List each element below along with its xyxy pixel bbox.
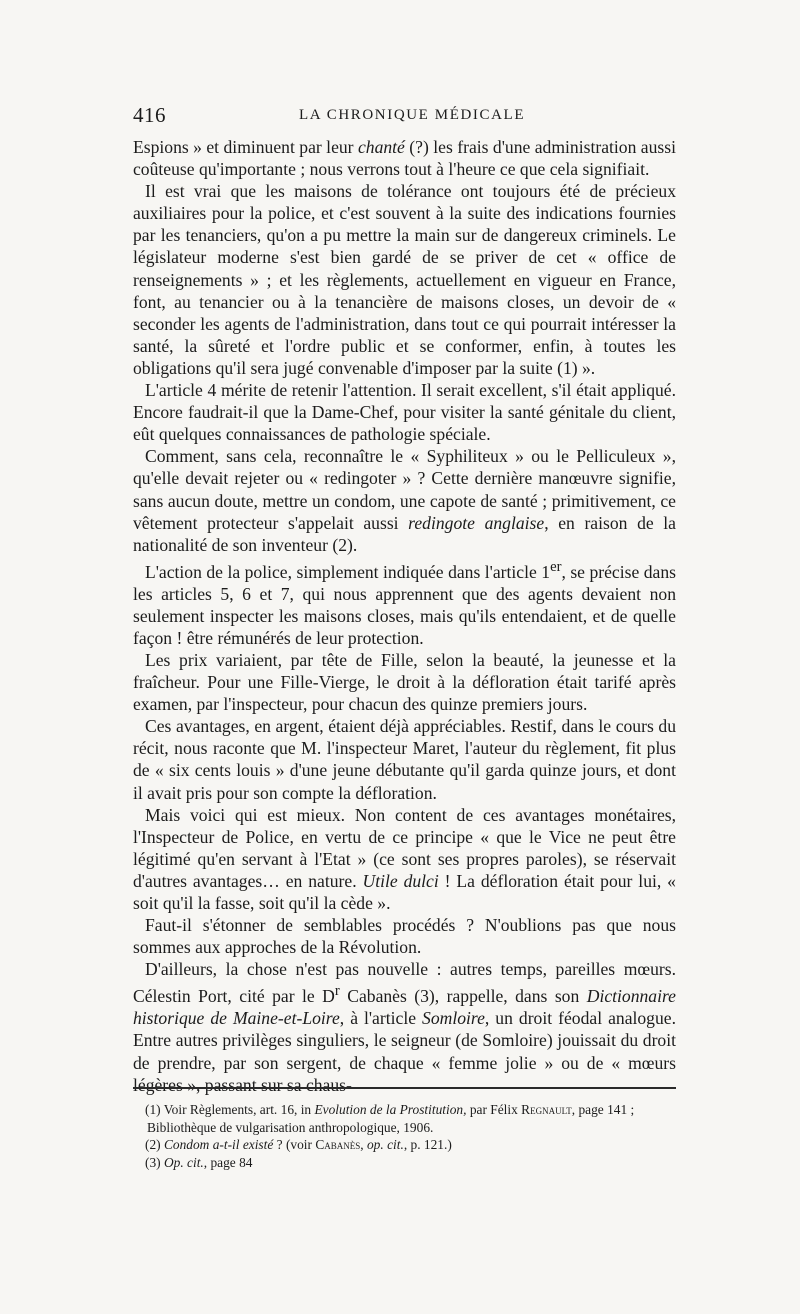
- superscript-text: er: [550, 558, 562, 575]
- italic-text: Utile dulci: [362, 870, 439, 891]
- paragraph: [133, 445, 676, 555]
- paragraph: [133, 556, 676, 649]
- text-run: , page 84: [203, 1154, 253, 1170]
- text-run: (2): [145, 1137, 164, 1152]
- italic-text: Dictionnaire historique de Maine-et-Loire: [133, 986, 676, 1029]
- paragraph: [133, 136, 676, 180]
- italic-text: redingote anglaise: [408, 512, 545, 533]
- italic-text: chanté: [357, 137, 405, 157]
- text-run: Comment, sans cela, reconnaître le « Syphiliteux » ou le Pelliculeux », qu'elle devait rejeter ou « redingoter » ? Cette dernière manœuvre signifie, sans aucun doute, mettre un condom, une capote de santé ; primitivement, ce vêtement protecteur s'appelait aussi: [133, 446, 676, 533]
- text-run: ,: [360, 1137, 367, 1152]
- text-run: par Félix: [466, 1102, 522, 1117]
- text-run: , à l'article: [339, 1008, 423, 1029]
- italic-text: Evolution de la Prostitution,: [314, 1102, 467, 1117]
- paragraph: [133, 804, 676, 914]
- footnote: [133, 1136, 676, 1154]
- text-run: Il est vrai que les maisons de tolérance ont toujours été de précieux auxiliaires pour la police, et c'est souvent à la suite des indications fournies par les tenanciers, qu'on a pu mettre la main sur de dangereux criminels. Le législateur moderne s'est bien gardé de se priver de cet « office de renseignements » ; et les règlements, actuellement en vigueur en France, font, au tenancier ou à la tenancière de maisons closes, un devoir de « seconder les agents de l'administration, dans tout ce qui pourrait intéresser la santé, la sûreté et l'ordre public et se conformer, enfin, à toutes les obligations qu'il sera jugé convenable d'imposer par la suite (1) ».: [133, 181, 676, 378]
- text-run: , en raison de la nationalité de son inventeur (2).: [133, 512, 676, 555]
- text-run: L'action de la police, simplement indiquée dans l'article 1: [145, 561, 551, 582]
- footnote-divider: [133, 1087, 676, 1089]
- footnotes: [133, 1101, 676, 1171]
- text-run: L'article 4 mérite de retenir l'attention. Il serait excellent, s'il était appliqué. Encore faudrait-il que la Dame-Chef, pour visiter la santé génitale du client, eût quelques connaissances de pathologie spéciale.: [133, 380, 676, 445]
- text-run: D'ailleurs, la chose n'est pas nouvelle : autres temps, pareilles mœurs. Célestin Port, cité par le D: [133, 959, 676, 1007]
- page-header: [133, 103, 676, 131]
- footnote: [133, 1101, 676, 1136]
- text-run: Espions » et diminuent par leur: [133, 137, 358, 157]
- paragraph: [133, 715, 676, 803]
- text-run: Regnault: [521, 1102, 572, 1117]
- text-run: Faut-il s'étonner de semblables procédés ? N'oublions pas que nous sommes aux approches de la Révolution.: [133, 915, 676, 958]
- text-run: Ces avantages, en argent, étaient déjà appréciables. Restif, dans le cours du récit, nous raconte que M. l'inspecteur Maret, l'auteur du règlement, fit plus de « six cents louis » d'une jeune débutante qu'il garda quinze jours, et dont il avait pris pour son compte la défloration.: [133, 716, 676, 803]
- text-run: ! La défloration était pour lui, « soit qu'il la fasse, soit qu'il la cède ».: [133, 870, 676, 914]
- paragraph: [133, 379, 676, 445]
- text-run: (?) les frais d'une administration aussi coûteuse qu'importante ; nous verrons tout à l'heure ce que cela signifiait.: [133, 137, 676, 180]
- text-run: Cabanès (3), rappelle, dans son: [339, 986, 587, 1007]
- running-title: LA CHRONIQUE MÉDICALE: [299, 107, 526, 123]
- italic-text: Somloire: [422, 1008, 485, 1029]
- footnote: [133, 1154, 676, 1172]
- superscript-text: r: [334, 983, 340, 1000]
- text-run: ? (voir: [273, 1137, 316, 1152]
- paragraph: [133, 914, 676, 958]
- text-run: , page 141 ; Bibliothèque de vulgarisation anthropologique, 1906.: [147, 1102, 635, 1135]
- italic-text: Op. cit.: [163, 1154, 204, 1170]
- body-text: [133, 136, 676, 1096]
- text-run: Les prix variaient, par tête de Fille, selon la beauté, la jeunesse et la fraîcheur. Pour une Fille-Vierge, le droit à la défloration était tarifé après examen, par l'inspecteur, pour chacun des quinze premiers jours.: [133, 650, 676, 715]
- text-run: (1) Voir Règlements, art. 16, in: [145, 1102, 315, 1117]
- italic-text: Condom a-t-il existé: [163, 1137, 274, 1152]
- italic-text: op. cit.: [366, 1137, 404, 1152]
- text-run: , p. 121.): [403, 1137, 452, 1152]
- text-run: , un droit féodal analogue. Entre autres privilèges singuliers, le seigneur (de Somloire) jouissait du droit de prendre, par son sergent, de chaque « femme jolie » ou de « mœurs légères », passant sur sa chaus-: [133, 1008, 676, 1095]
- paragraph: [133, 649, 676, 715]
- text-run: , se précise dans les articles 5, 6 et 7, qui nous apprennent que des agents devaient non seulement inspecter les maisons closes, mais qu'ils entendaient, et de quelle façon ! être rémunérés de leur protection.: [133, 561, 676, 648]
- paragraph: [133, 180, 676, 379]
- text-run: (3): [145, 1154, 164, 1170]
- page-number: 416: [133, 103, 166, 127]
- text-run: Mais voici qui est mieux. Non content de ces avantages monétaires, l'Inspecteur de Police, en vertu de ce principe « que le Vice ne peut être légitimé qu'en servant à l'Etat » (ce sont ses propres paroles), se réservait d'autres avantages… en nature.: [133, 804, 676, 891]
- text-run: Cabanès: [315, 1137, 361, 1152]
- paragraph: [133, 958, 676, 1095]
